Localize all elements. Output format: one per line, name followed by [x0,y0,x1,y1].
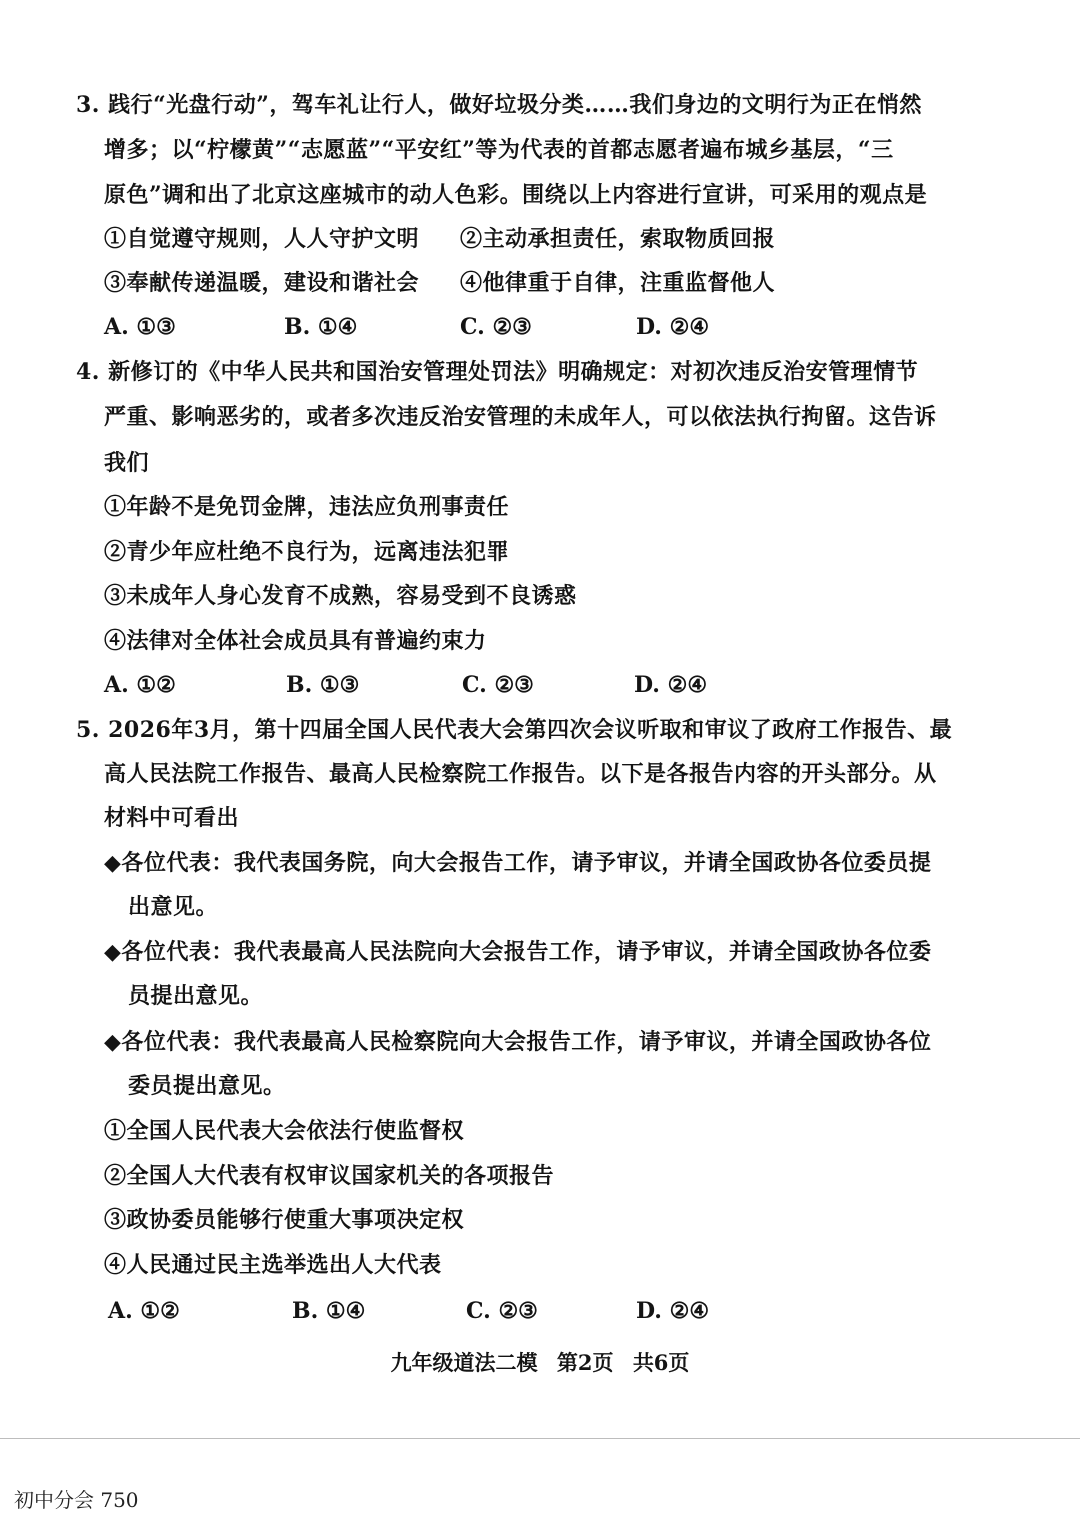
q5-material-line: 员提出意见。 [128,983,264,1009]
q4-stem-line: 严重、影响恶劣的，或者多次违反治安管理的未成年人，可以依法执行拘留。这告诉 [104,404,937,430]
q5-material-line: ◆各位代表：我代表国务院，向大会报告工作，请予审议，并请全国政协各位委员提 [104,850,932,876]
q3-statement: ①自觉遵守规则，人人守护文明 [104,226,420,252]
total-pages: 共6页 [632,1350,690,1375]
exam-name: 九年级道法二模 [390,1350,538,1375]
q3-statement: ④他律重于自律，注重监督他人 [460,270,776,296]
q4-stem-line: 我们 [104,450,150,476]
q5-option-a[interactable]: A. ①② [108,1298,180,1324]
q4-statement: ③未成年人身心发育不成熟，容易受到不良诱惑 [104,583,577,609]
q5-material-line: ◆各位代表：我代表最高人民检察院向大会报告工作，请予审议，并请全国政协各位 [104,1029,932,1055]
page-number: 第2页 [556,1350,614,1375]
page-footer [0,1347,1080,1377]
q5-statement: ①全国人民代表大会依法行使监督权 [104,1118,465,1144]
q4-option-b[interactable]: B. ①③ [286,672,360,698]
q5-option-d[interactable]: D. ②④ [636,1298,710,1324]
q4-option-d[interactable]: D. ②④ [634,672,708,698]
q5-stem-line: 5. 2026年3月，第十四届全国人民代表大会第四次会议听取和审议了政府工作报告、最 [76,717,953,743]
q5-stem-line: 高人民法院工作报告、最高人民检察院工作报告。以下是各报告内容的开头部分。从 [104,761,937,787]
divider [0,1438,1080,1439]
q4-statement: ②青少年应杜绝不良行为，远离违法犯罪 [104,539,510,565]
q3-statement: ②主动承担责任，索取物质回报 [460,226,776,252]
q4-option-a[interactable]: A. ①② [104,672,176,698]
q4-option-c[interactable]: C. ②③ [462,672,534,698]
q3-option-a[interactable]: A. ①③ [104,314,176,340]
q5-material-line: 委员提出意见。 [128,1073,286,1099]
q3-option-d[interactable]: D. ②④ [636,314,710,340]
q5-option-c[interactable]: C. ②③ [466,1298,538,1324]
q5-statement: ②全国人大代表有权审议国家机关的各项报告 [104,1163,555,1189]
q4-statement: ④法律对全体社会成员具有普遍约束力 [104,628,487,654]
q3-option-b[interactable]: B. ①④ [284,314,358,340]
q3-stem-line: 原色”调和出了北京这座城市的动人色彩。围绕以上内容进行宣讲，可采用的观点是 [104,182,928,208]
q3-statement: ③奉献传递温暖，建设和谐社会 [104,270,420,296]
q3-stem-line: 3. 践行“光盘行动”，驾车礼让行人，做好垃圾分类……我们身边的文明行为正在悄然 [76,92,922,118]
q5-material-line: 出意见。 [128,894,219,920]
q5-statement: ③政协委员能够行使重大事项决定权 [104,1207,465,1233]
watermark-text: 初中分会 750 [14,1488,139,1512]
q4-stem-line: 4. 新修订的《中华人民共和国治安管理处罚法》明确规定：对初次违反治安管理情节 [76,359,919,385]
q5-statement: ④人民通过民主选举选出人大代表 [104,1252,442,1278]
q5-option-b[interactable]: B. ①④ [292,1298,366,1324]
q5-material-line: ◆各位代表：我代表最高人民法院向大会报告工作，请予审议，并请全国政协各位委 [104,939,932,965]
q5-stem-line: 材料中可看出 [104,805,240,831]
q4-statement: ①年龄不是免罚金牌，违法应负刑事责任 [104,494,510,520]
q3-option-c[interactable]: C. ②③ [460,314,532,340]
q3-stem-line: 增多；以“柠檬黄”“志愿蓝”“平安红”等为代表的首都志愿者遍布城乡基层，“三 [104,137,894,163]
